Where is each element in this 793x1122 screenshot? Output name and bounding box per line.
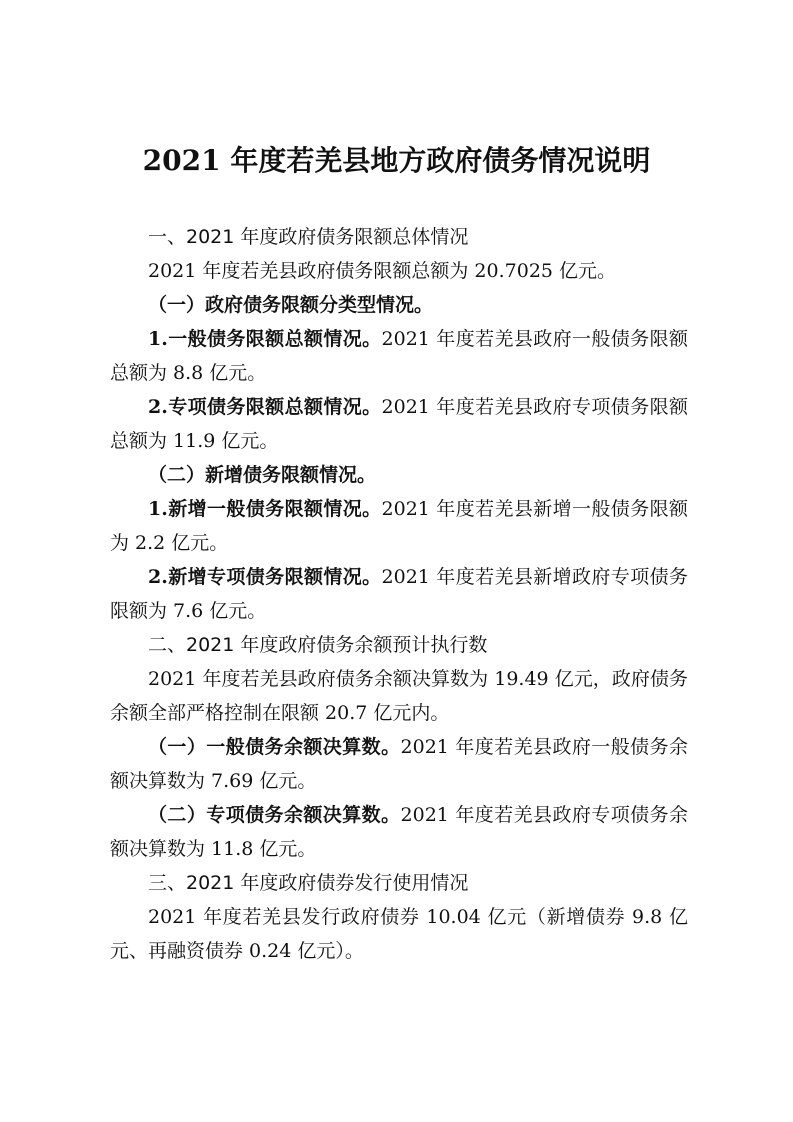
paragraph-text: 二、2021 年度政府债务余额预计执行数 (148, 634, 488, 656)
paragraph-text: （二）新增债务限额情况。 (148, 464, 377, 486)
paragraph-text: 2021 年度若羌县新增一般债务限额为 2.2 亿元。 (110, 498, 688, 554)
paragraph-lead: 1.新增一般债务限额情况。 (148, 498, 382, 520)
subsection-heading (110, 458, 688, 492)
body-paragraph (110, 390, 688, 458)
paragraph-text: 一、2021 年度政府债务限额总体情况 (148, 226, 469, 248)
section-heading (110, 628, 688, 662)
paragraph-text: 2021 年度若羌县政府专项债务限额总额为 11.9 亿元。 (110, 396, 688, 452)
paragraph-text: 2021 年度若羌县政府债务限额总额为 20.7025 亿元。 (148, 260, 617, 282)
paragraph-text: 2021 年度若羌县政府专项债务余额决算数为 11.8 亿元。 (110, 804, 688, 860)
paragraph-text: 2021 年度若羌县发行政府债券 10.04 亿元（新增债券 9.8 亿元、再融资债券 0.24 亿元）。 (110, 906, 688, 962)
body-paragraph (110, 254, 688, 288)
paragraph-text: 2021 年度若羌县新增政府专项债务限额为 7.6 亿元。 (110, 566, 688, 622)
document-body (110, 220, 688, 968)
body-paragraph (110, 492, 688, 560)
subsection-heading (110, 288, 688, 322)
paragraph-text: 三、2021 年度政府债券发行使用情况 (148, 872, 469, 894)
paragraph-text: 2021 年度若羌县政府一般债务限额总额为 8.8 亿元。 (110, 328, 688, 384)
section-heading (110, 220, 688, 254)
paragraph-lead: 1.一般债务限额总额情况。 (148, 328, 382, 350)
paragraph-lead: 2.新增专项债务限额情况。 (148, 566, 382, 588)
body-paragraph (110, 322, 688, 390)
body-paragraph (110, 730, 688, 798)
paragraph-text: （一）政府债务限额分类型情况。 (148, 294, 434, 316)
document-title: 2021 年度若羌县地方政府债务情况说明 (142, 144, 651, 177)
body-paragraph (110, 560, 688, 628)
paragraph-lead: 2.专项债务限额总额情况。 (148, 396, 382, 418)
section-heading (110, 866, 688, 900)
paragraph-lead: （一）一般债务余额决算数。 (148, 736, 401, 758)
body-paragraph (110, 900, 688, 968)
body-paragraph (110, 662, 688, 730)
paragraph-text: 2021 年度若羌县政府债务余额决算数为 19.49 亿元，政府债务余额全部严格控制在限额 20.7 亿元内。 (110, 668, 688, 724)
paragraph-lead: （二）专项债务余额决算数。 (148, 804, 401, 826)
body-paragraph (110, 798, 688, 866)
paragraph-text: 2021 年度若羌县政府一般债务余额决算数为 7.69 亿元。 (110, 736, 688, 792)
